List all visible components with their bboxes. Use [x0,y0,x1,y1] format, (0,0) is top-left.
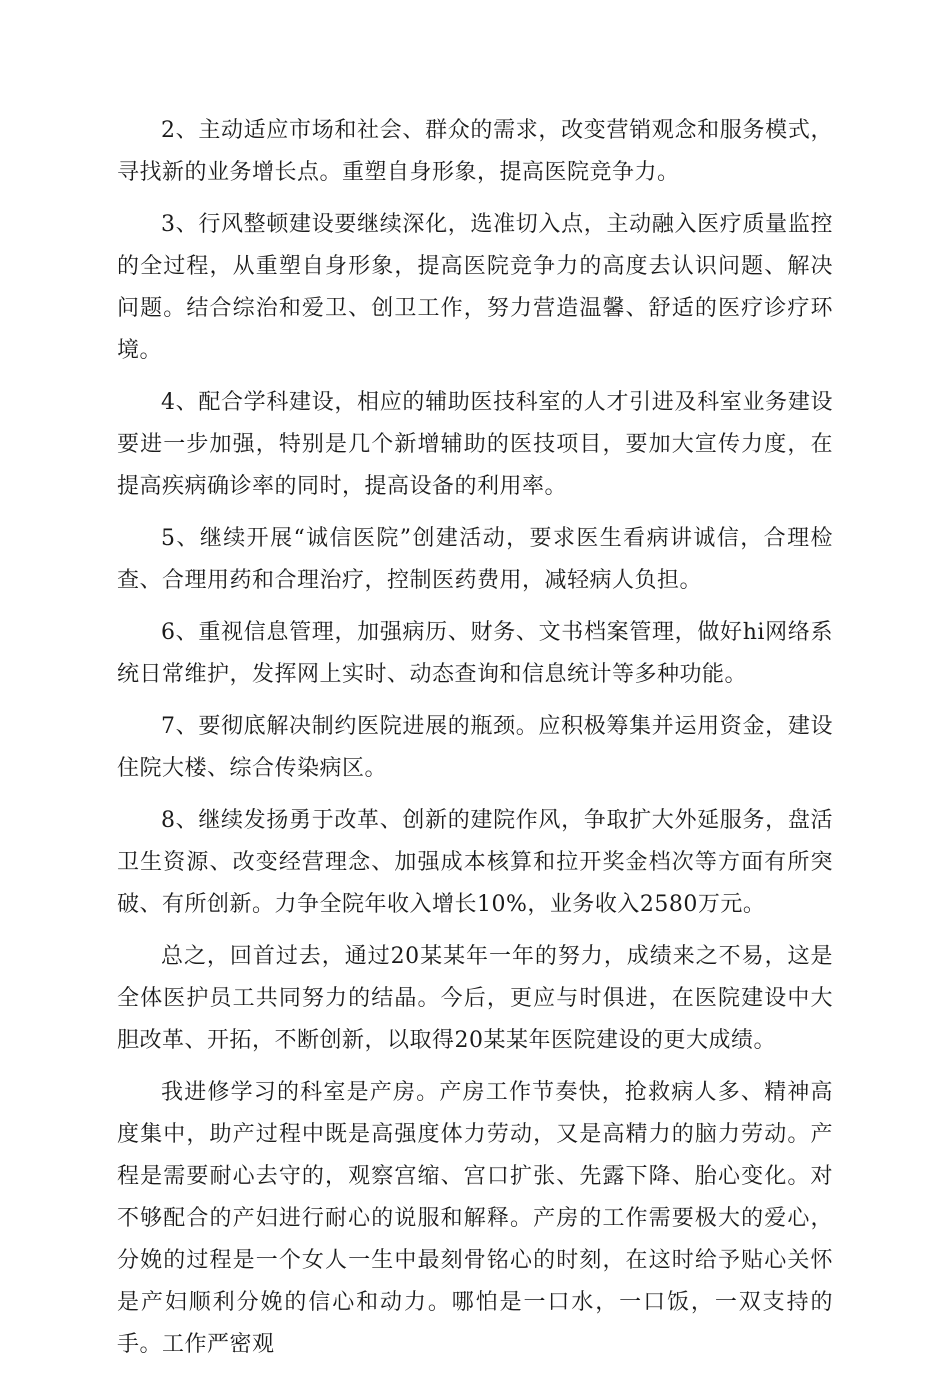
paragraph-item-3: 3、行风整顿建设要继续深化，选准切入点，主动融入医疗质量监控的全过程，从重塑自身形象，提高医院竞争力的高度去认识问题、解决问题。结合综治和爱卫、创卫工作，努力营造温馨、舒适的医疗诊疗环境。 [117,212,833,363]
paragraph-item-4: 4、配合学科建设，相应的辅助医技科室的人才引进及科室业务建设要进一步加强，特别是几个新增辅助的医技项目，要加大宣传力度，在提高疾病确诊率的同时，提高设备的利用率。 [117,390,833,499]
paragraph-item-5: 5、继续开展“诚信医院”创建活动，要求医生看病讲诚信，合理检查、合理用药和合理治疗，控制医药费用，减轻病人负担。 [117,526,833,593]
paragraph-delivery-room: 我进修学习的科室是产房。产房工作节奏快，抢救病人多、精神高度集中，助产过程中既是高强度体力劳动，又是高精力的脑力劳动。产程是需要耐心去守的，观察宫缩、宫口扩张、先露下降、胎心变化。对不够配合的产妇进行耐心的说服和解释。产房的工作需要极大的爱心，分娩的过程是一个女人一生中最刻骨铭心的时刻，在这时给予贴心关怀是产妇顺利分娩的信心和动力。哪怕是一口水，一口饭，一双支持的手。工作严密观 [117,1080,833,1357]
paragraph-item-2: 2、主动适应市场和社会、群众的需求，改变营销观念和服务模式，寻找新的业务增长点。重塑自身形象，提高医院竞争力。 [117,118,833,185]
document-body [117,110,833,1376]
paragraph-summary: 总之，回首过去，通过20某某年一年的努力，成绩来之不易，这是全体医护员工共同努力的结晶。今后，更应与时俱进，在医院建设中大胆改革、开拓，不断创新，以取得20某某年医院建设的更大成绩。 [117,944,833,1053]
paragraph-item-6: 6、重视信息管理，加强病历、财务、文书档案管理，做好hi网络系统日常维护，发挥网上实时、动态查询和信息统计等多种功能。 [117,620,833,687]
paragraph-item-7: 7、要彻底解决制约医院进展的瓶颈。应积极筹集并运用资金，建设住院大楼、综合传染病区。 [117,714,833,781]
paragraph-item-8: 8、继续发扬勇于改革、创新的建院作风，争取扩大外延服务，盘活卫生资源、改变经营理念、加强成本核算和拉开奖金档次等方面有所突破、有所创新。力争全院年收入增长10%，业务收入2580万元。 [117,808,833,917]
